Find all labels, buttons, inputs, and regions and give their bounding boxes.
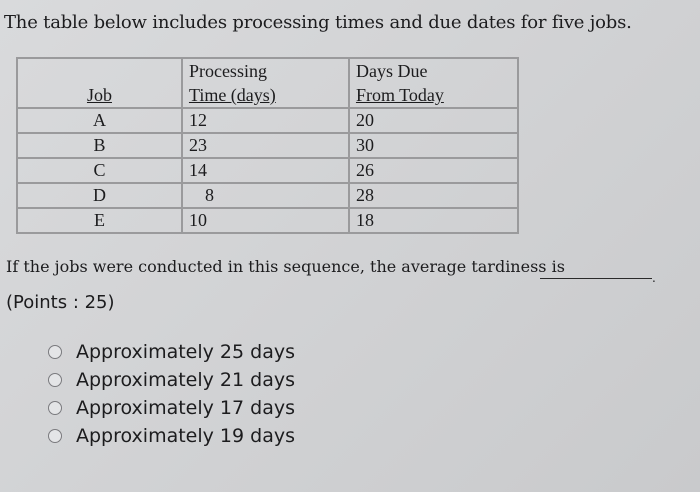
table-row bbox=[17, 183, 518, 208]
header-due bbox=[349, 58, 518, 108]
header-processing bbox=[182, 58, 349, 108]
option-4[interactable] bbox=[48, 422, 295, 450]
due-cell: 18 bbox=[349, 208, 518, 233]
job-cell: A bbox=[17, 108, 182, 133]
header-processing-line1: Processing bbox=[188, 61, 267, 81]
header-job bbox=[17, 58, 182, 108]
due-cell: 26 bbox=[349, 158, 518, 183]
processing-cell: 23 bbox=[182, 133, 349, 158]
processing-cell: 8 bbox=[182, 183, 349, 208]
table-row bbox=[17, 158, 518, 183]
option-label: Approximately 25 days bbox=[76, 341, 295, 363]
radio-button[interactable] bbox=[48, 401, 62, 415]
due-cell: 20 bbox=[349, 108, 518, 133]
due-cell: 30 bbox=[349, 133, 518, 158]
jobs-table bbox=[16, 57, 519, 234]
table-row bbox=[17, 208, 518, 233]
job-cell: E bbox=[17, 208, 182, 233]
radio-button[interactable] bbox=[48, 345, 62, 359]
option-1[interactable] bbox=[48, 338, 295, 366]
processing-cell: 14 bbox=[182, 158, 349, 183]
option-label: Approximately 19 days bbox=[76, 425, 295, 447]
answer-blank-period: . bbox=[652, 271, 656, 285]
job-cell: D bbox=[17, 183, 182, 208]
header-due-line2: From Today bbox=[355, 85, 444, 105]
table-header-row bbox=[17, 58, 518, 108]
table-row bbox=[17, 108, 518, 133]
header-processing-line2: Time (days) bbox=[188, 85, 276, 105]
intro-text: The table below includes processing times and due dates for five jobs. bbox=[4, 12, 632, 33]
points-label: (Points : 25) bbox=[6, 292, 115, 313]
header-due-line1: Days Due bbox=[355, 61, 428, 81]
job-cell: C bbox=[17, 158, 182, 183]
due-cell: 28 bbox=[349, 183, 518, 208]
answer-options bbox=[48, 338, 295, 450]
answer-blank bbox=[540, 278, 652, 279]
radio-button[interactable] bbox=[48, 429, 62, 443]
processing-cell: 10 bbox=[182, 208, 349, 233]
header-job-line2: Job bbox=[86, 85, 112, 105]
option-label: Approximately 17 days bbox=[76, 397, 295, 419]
option-3[interactable] bbox=[48, 394, 295, 422]
job-cell: B bbox=[17, 133, 182, 158]
processing-cell: 12 bbox=[182, 108, 349, 133]
option-2[interactable] bbox=[48, 366, 295, 394]
radio-button[interactable] bbox=[48, 373, 62, 387]
table-row bbox=[17, 133, 518, 158]
question-text: If the jobs were conducted in this sequence, the average tardiness is bbox=[6, 257, 565, 276]
option-label: Approximately 21 days bbox=[76, 369, 295, 391]
